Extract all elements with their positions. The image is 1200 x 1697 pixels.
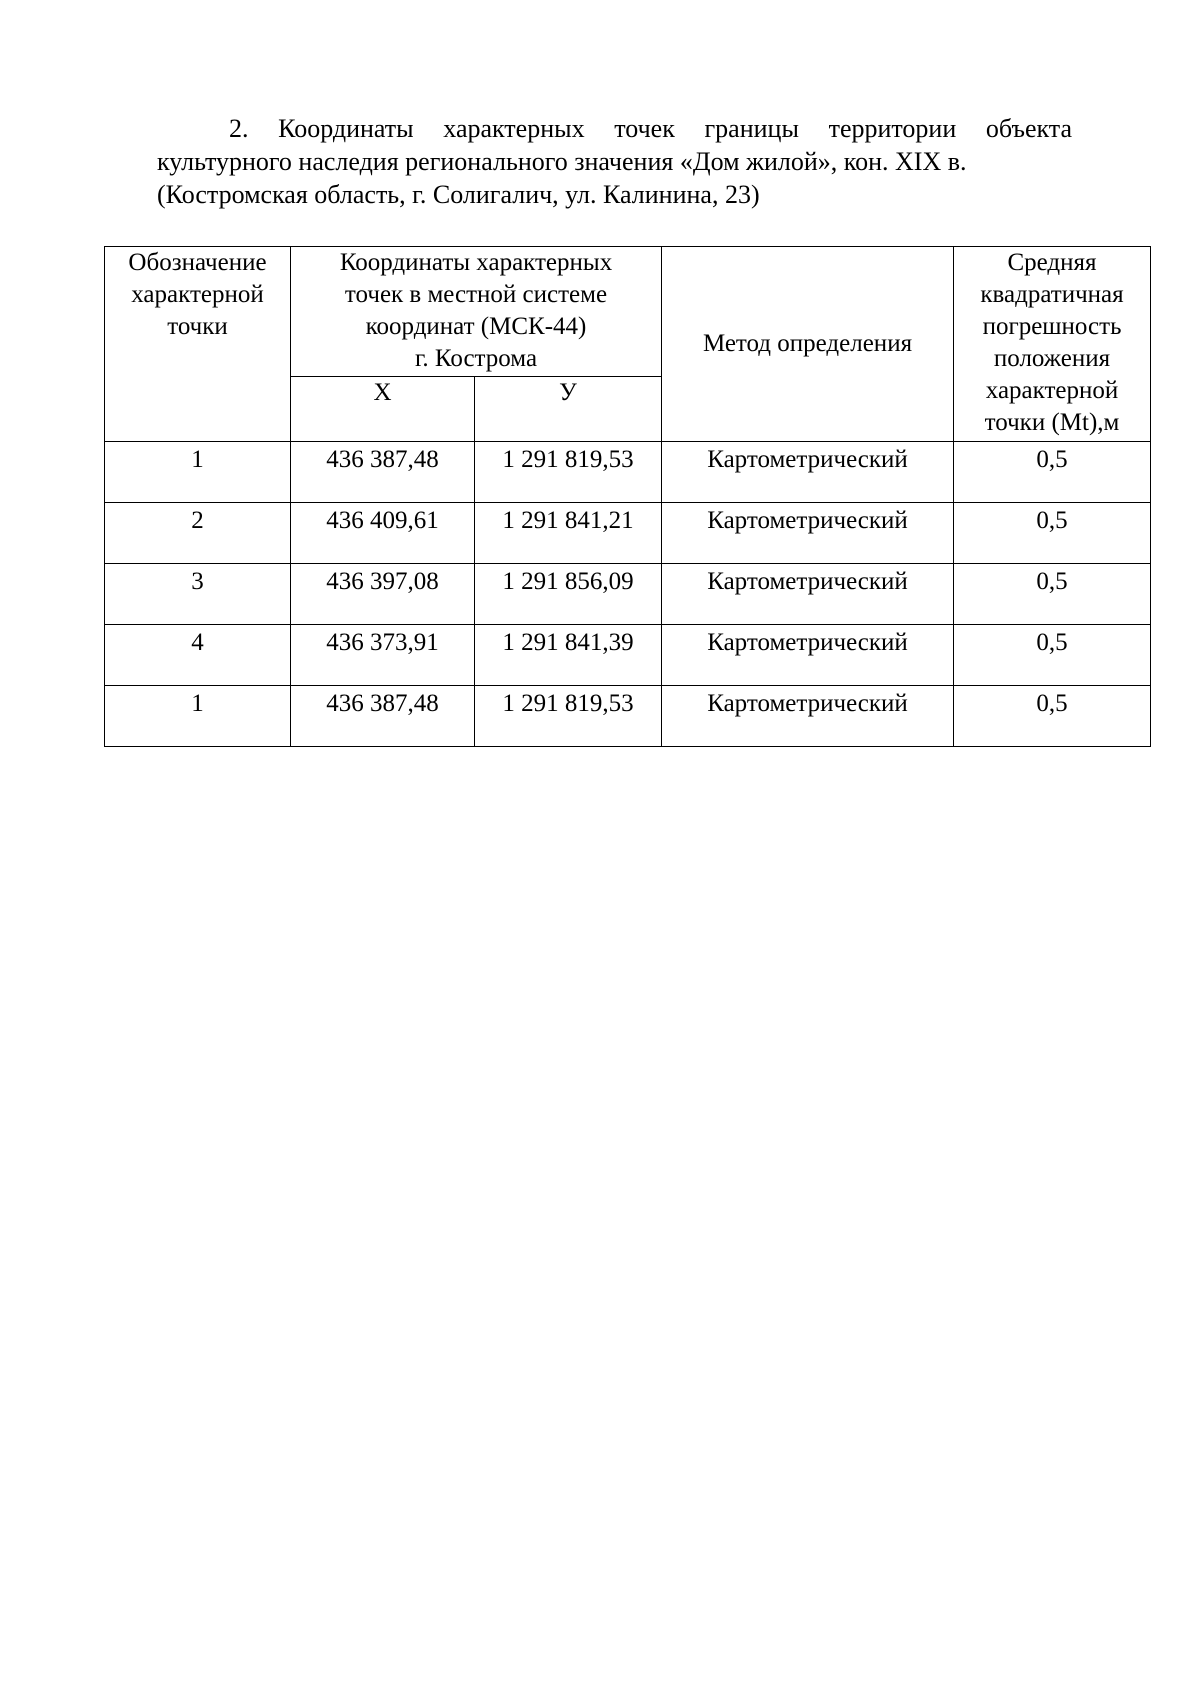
- cell-method: Картометрический: [662, 625, 954, 686]
- cell-method: Картометрический: [662, 564, 954, 625]
- header-mean-error: Средняя квадратичная погрешность положения характерной точки (Mt),м: [954, 247, 1151, 442]
- heading-line-2: (Костромская область, г. Солигалич, ул. Калинина, 23): [157, 180, 760, 209]
- heading-line-1: 2. Координаты характерных точек границы территории объекта культурного наследия регионального значения «Дом жилой», кон. XIX в.: [157, 114, 1072, 176]
- cell-error: 0,5: [954, 686, 1151, 747]
- table-row: [105, 503, 1151, 564]
- cell-x: 436 409,61: [291, 503, 475, 564]
- cell-point: 1: [105, 442, 291, 503]
- cell-point: 3: [105, 564, 291, 625]
- cell-error: 0,5: [954, 503, 1151, 564]
- cell-point: 4: [105, 625, 291, 686]
- header-row-1: [105, 247, 1151, 377]
- cell-method: Картометрический: [662, 686, 954, 747]
- cell-point: 1: [105, 686, 291, 747]
- table-row: [105, 564, 1151, 625]
- header-coordinates: Координаты характерных точек в местной системе координат (МСК-44) г. Кострома: [291, 247, 662, 377]
- coordinates-table: [104, 246, 1151, 747]
- header-point-designation: Обозначение характерной точки: [105, 247, 291, 442]
- cell-y: 1 291 841,39: [475, 625, 662, 686]
- cell-error: 0,5: [954, 564, 1151, 625]
- table-row: [105, 686, 1151, 747]
- cell-method: Картометрический: [662, 503, 954, 564]
- cell-point: 2: [105, 503, 291, 564]
- cell-x: 436 397,08: [291, 564, 475, 625]
- cell-x: 436 373,91: [291, 625, 475, 686]
- table-row: [105, 442, 1151, 503]
- cell-y: 1 291 819,53: [475, 442, 662, 503]
- header-method: Метод определения: [662, 247, 954, 442]
- cell-error: 0,5: [954, 625, 1151, 686]
- cell-y: 1 291 856,09: [475, 564, 662, 625]
- section-heading: [157, 112, 1072, 211]
- header-y: У: [475, 377, 662, 442]
- cell-x: 436 387,48: [291, 442, 475, 503]
- cell-y: 1 291 841,21: [475, 503, 662, 564]
- cell-y: 1 291 819,53: [475, 686, 662, 747]
- header-x: X: [291, 377, 475, 442]
- cell-method: Картометрический: [662, 442, 954, 503]
- cell-x: 436 387,48: [291, 686, 475, 747]
- table-row: [105, 625, 1151, 686]
- cell-error: 0,5: [954, 442, 1151, 503]
